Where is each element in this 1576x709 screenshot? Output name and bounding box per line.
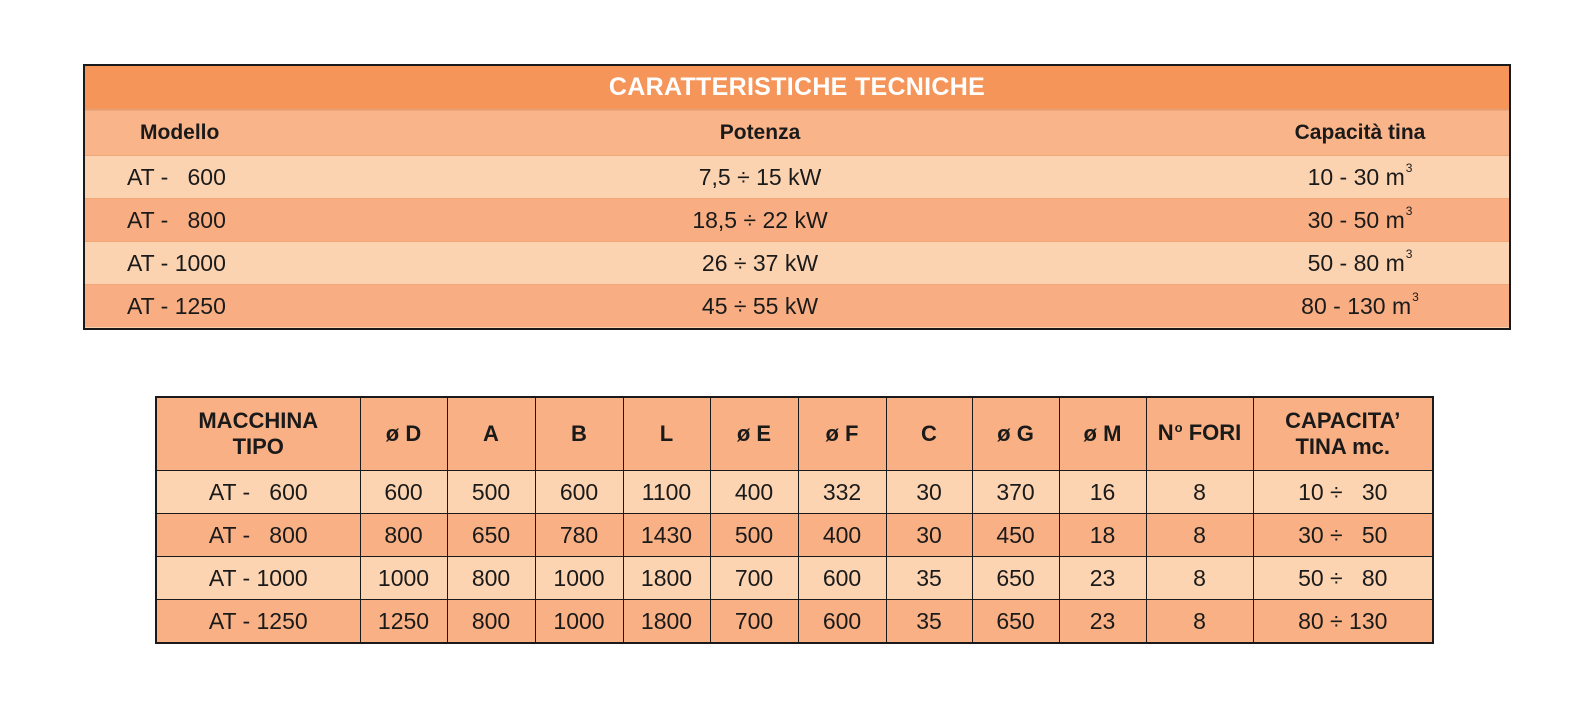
model-cell: AT - 800 [127, 206, 226, 233]
header-machine-line1: MACCHINA [198, 408, 319, 433]
c-cell: 30 [886, 514, 972, 557]
capacity-unit-exponent: 3 [1405, 204, 1413, 218]
l-cell: 1800 [623, 600, 710, 644]
d-cell: 800 [360, 514, 447, 557]
header-f: ø F [798, 397, 886, 471]
capacity-cell: 10 ÷ 30 [1253, 471, 1433, 514]
capacity-unit-exponent: 3 [1405, 247, 1413, 261]
capacity-unit: m [1385, 249, 1405, 276]
header-model: Modello [140, 121, 220, 144]
header-holes-prefix: N [1157, 419, 1174, 445]
header-row [156, 397, 1433, 471]
f-cell: 600 [798, 600, 886, 644]
a-cell: 500 [447, 471, 535, 514]
header-holes-sup: o [1174, 419, 1183, 435]
e-cell: 700 [710, 557, 798, 600]
header-l: L [623, 397, 710, 471]
g-cell: 650 [972, 600, 1059, 644]
power-cell: 26 ÷ 37 kW [701, 249, 819, 276]
header-capacity: Capacità tina [1294, 121, 1426, 144]
table-row [85, 155, 1509, 198]
e-cell: 400 [710, 471, 798, 514]
model-cell: AT - 1250 [156, 600, 360, 644]
f-cell: 600 [798, 557, 886, 600]
header-g: ø G [972, 397, 1059, 471]
d-cell: 1000 [360, 557, 447, 600]
table-row [85, 284, 1509, 327]
dimensions-table [155, 396, 1434, 644]
capacity-cell: 50 ÷ 80 [1253, 557, 1433, 600]
d-cell: 1250 [360, 600, 447, 644]
capacity-unit: m [1385, 163, 1405, 190]
m-cell: 16 [1059, 471, 1146, 514]
header-capacity-line1: CAPACITA’ [1285, 408, 1401, 433]
table-row [85, 241, 1509, 284]
capacity-cell [1225, 156, 1495, 198]
holes-cell: 8 [1146, 600, 1253, 644]
holes-cell: 8 [1146, 471, 1253, 514]
header-e: ø E [710, 397, 798, 471]
capacity-unit: m [1391, 292, 1412, 319]
table-row [156, 471, 1433, 514]
table-row [156, 557, 1433, 600]
table-title: CARATTERISTICHE TECNICHE [85, 66, 1509, 110]
a-cell: 800 [447, 600, 535, 644]
b-cell: 1000 [535, 600, 623, 644]
power-cell: 45 ÷ 55 kW [701, 292, 819, 319]
model-cell: AT - 1000 [127, 249, 226, 276]
b-cell: 600 [535, 471, 623, 514]
model-cell: AT - 1250 [127, 292, 226, 319]
m-cell: 18 [1059, 514, 1146, 557]
m-cell: 23 [1059, 600, 1146, 644]
model-cell: AT - 600 [156, 471, 360, 514]
b-cell: 780 [535, 514, 623, 557]
header-a: A [447, 397, 535, 471]
model-cell: AT - 1000 [156, 557, 360, 600]
g-cell: 370 [972, 471, 1059, 514]
l-cell: 1800 [623, 557, 710, 600]
capacity-value: 50 - 80 [1307, 249, 1380, 276]
a-cell: 800 [447, 557, 535, 600]
table-row [156, 600, 1433, 644]
l-cell: 1100 [623, 471, 710, 514]
header-c: C [886, 397, 972, 471]
capacity-unit-exponent: 3 [1405, 161, 1413, 175]
header-m: ø M [1059, 397, 1146, 471]
c-cell: 35 [886, 557, 972, 600]
technical-specs-table [83, 64, 1511, 330]
holes-cell: 8 [1146, 557, 1253, 600]
capacity-cell: 30 ÷ 50 [1253, 514, 1433, 557]
l-cell: 1430 [623, 514, 710, 557]
e-cell: 500 [710, 514, 798, 557]
e-cell: 700 [710, 600, 798, 644]
header-holes [1146, 397, 1253, 471]
header-machine-type [156, 397, 360, 471]
a-cell: 650 [447, 514, 535, 557]
header-power: Potenza [719, 121, 801, 144]
c-cell: 30 [886, 471, 972, 514]
capacity-cell: 80 ÷ 130 [1253, 600, 1433, 644]
header-capacity-line2: TINA mc. [1295, 434, 1391, 459]
b-cell: 1000 [535, 557, 623, 600]
capacity-cell [1225, 285, 1495, 327]
header-machine-line2: TIPO [232, 434, 284, 459]
f-cell: 332 [798, 471, 886, 514]
header-row [85, 110, 1509, 155]
capacity-unit: m [1385, 206, 1405, 233]
table-row [156, 514, 1433, 557]
header-holes-suffix: FORI [1182, 419, 1242, 445]
capacity-cell [1225, 242, 1495, 284]
header-capacity [1253, 397, 1433, 471]
g-cell: 450 [972, 514, 1059, 557]
c-cell: 35 [886, 600, 972, 644]
capacity-cell [1225, 199, 1495, 241]
table-row [85, 198, 1509, 241]
power-cell: 18,5 ÷ 22 kW [692, 206, 828, 233]
g-cell: 650 [972, 557, 1059, 600]
m-cell: 23 [1059, 557, 1146, 600]
holes-cell: 8 [1146, 514, 1253, 557]
f-cell: 400 [798, 514, 886, 557]
capacity-value: 80 - 130 [1301, 292, 1386, 319]
header-b: B [535, 397, 623, 471]
power-cell: 7,5 ÷ 15 kW [698, 163, 822, 190]
capacity-value: 30 - 50 [1307, 206, 1380, 233]
capacity-unit-exponent: 3 [1412, 290, 1419, 304]
d-cell: 600 [360, 471, 447, 514]
header-d: ø D [360, 397, 447, 471]
model-cell: AT - 800 [156, 514, 360, 557]
model-cell: AT - 600 [127, 163, 226, 190]
capacity-value: 10 - 30 [1307, 163, 1380, 190]
